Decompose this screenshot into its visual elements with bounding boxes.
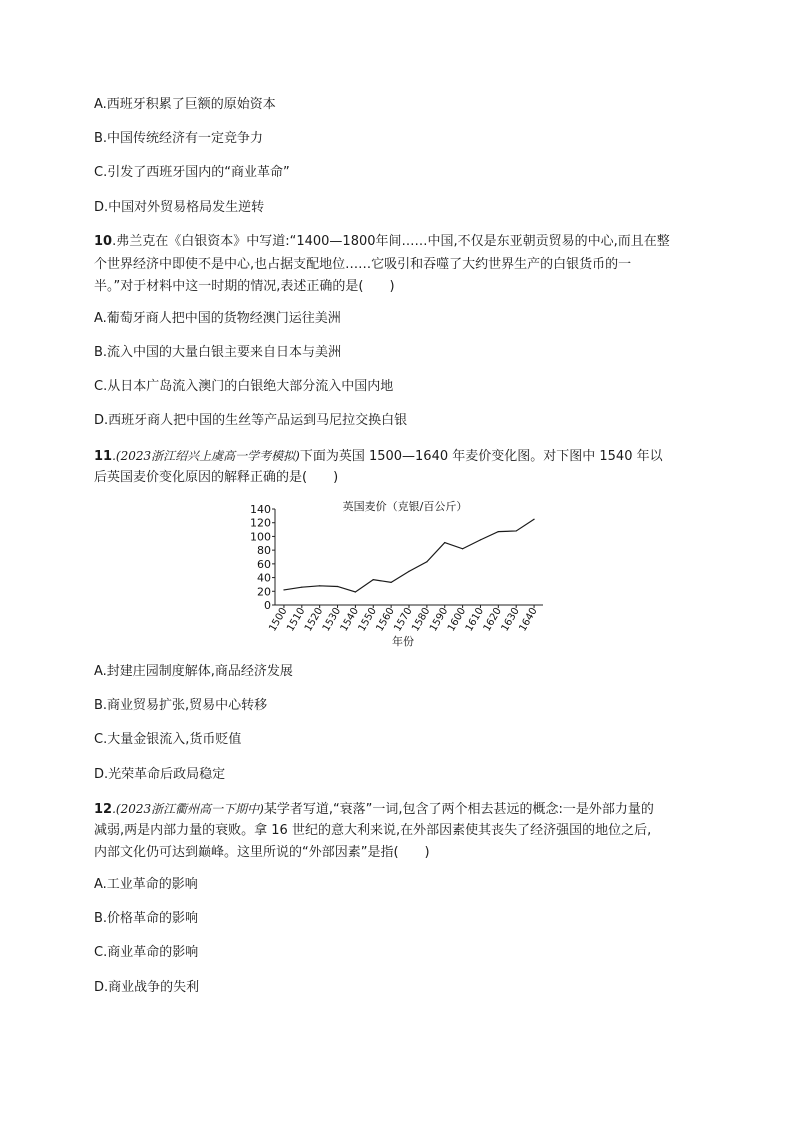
data-point xyxy=(480,539,481,540)
q10-option-a: A.葡萄牙商人把中国的货物经澳门运往美洲 xyxy=(94,311,341,326)
x-tick-label: 1500 xyxy=(267,606,290,634)
y-tick-label: 20 xyxy=(257,585,271,599)
q12-stem-line-3: 内部文化仍可达到巅峰。这里所说的“外部因素”是指( ) xyxy=(94,845,430,860)
x-tick-label: 1550 xyxy=(356,606,379,634)
question-number: 12 xyxy=(94,802,113,817)
data-point xyxy=(319,585,320,586)
y-tick-label: 40 xyxy=(257,571,271,585)
x-tick-label: 1630 xyxy=(499,606,522,634)
x-tick-label: 1580 xyxy=(410,606,433,634)
data-point xyxy=(426,561,427,562)
y-axis xyxy=(250,503,275,612)
q10-stem-line-2: 个世界经济中即使不是中心,也占据支配地位……它吸引和吞噬了大约世界生产的白银货币的一 xyxy=(94,257,632,272)
q10-option-c: C.从日本广岛流入澳门的白银绝大部分流入中国内地 xyxy=(94,379,394,394)
y-tick-label: 0 xyxy=(264,599,271,612)
y-tick-label: 140 xyxy=(250,503,271,516)
x-tick-label: 1620 xyxy=(481,606,504,634)
data-point xyxy=(337,586,338,587)
data-point xyxy=(408,571,409,572)
q12-stem-text-1: 某学者写道,“衰落”一词,包含了两个相去甚远的概念:一是外部力量的 xyxy=(263,802,654,817)
x-tick-label: 1640 xyxy=(517,606,540,634)
q10-stem-line-3: 半。”对于材料中这一时期的情况,表述正确的是( ) xyxy=(94,279,395,294)
q12-option-d: D.商业战争的失利 xyxy=(94,980,200,995)
data-point xyxy=(283,589,284,590)
series-line xyxy=(284,519,534,592)
y-tick-label: 120 xyxy=(250,516,271,530)
q12-stem-line-1 xyxy=(94,800,654,819)
q11-option-a: A.封建庄园制度解体,商品经济发展 xyxy=(94,664,293,679)
q11-option-d: D.光荣革命后政局稳定 xyxy=(94,767,226,782)
x-axis xyxy=(267,605,543,634)
x-tick-label: 1530 xyxy=(320,606,344,634)
x-tick-label: 1610 xyxy=(463,606,487,634)
q10-stem-line-1 xyxy=(94,233,670,251)
question-number: 11 xyxy=(94,449,113,464)
q12-option-b: B.价格革命的影响 xyxy=(94,911,199,926)
data-point xyxy=(533,519,534,520)
q12-option-c: C.商业革命的影响 xyxy=(94,945,199,960)
q11-stem-text-1: 下面为英国 1500—1640 年麦价变化图。对下图中 1540 年以 xyxy=(299,449,663,464)
chart-title: 英国麦价（克银/百公斤） xyxy=(342,500,468,513)
data-point xyxy=(301,587,302,588)
q11-option-c: C.大量金银流入,货币贬值 xyxy=(94,732,242,747)
wheat-price-chart xyxy=(250,494,550,654)
q11-stem-line-1 xyxy=(94,447,663,466)
y-tick-label: 100 xyxy=(250,530,271,544)
q11-option-b: B.商业贸易扩张,贸易中心转移 xyxy=(94,698,268,713)
question-number: 10 xyxy=(94,234,113,249)
data-point xyxy=(391,582,392,583)
series-group xyxy=(283,519,534,593)
x-tick-label: 1560 xyxy=(374,606,397,634)
x-tick-label: 1570 xyxy=(392,606,415,634)
data-point xyxy=(516,530,517,531)
question-source: .(2023浙江绍兴上虞高一学考模拟) xyxy=(112,449,300,463)
q12-stem-line-2: 减弱,两是内部力量的衰败。拿 16 世纪的意大利来说,在外部因素使其丧失了经济强国的地位之后, xyxy=(94,823,652,838)
x-tick-label: 1600 xyxy=(445,606,469,634)
q11-stem-line-2: 后英国麦价变化原因的解释正确的是( ) xyxy=(94,470,339,485)
x-tick-label: 1590 xyxy=(428,606,451,634)
data-point xyxy=(498,531,499,532)
q10-option-d: D.西班牙商人把中国的生丝等产品运到马尼拉交换白银 xyxy=(94,413,408,428)
data-point xyxy=(355,591,356,592)
q9-option-a: A.西班牙积累了巨额的原始资本 xyxy=(94,97,276,112)
q9-option-c: C.引发了西班牙国内的“商业革命” xyxy=(94,165,290,180)
data-point xyxy=(462,548,463,549)
q9-option-b: B.中国传统经济有一定竞争力 xyxy=(94,131,264,146)
x-tick-label: 1510 xyxy=(285,606,308,634)
data-point xyxy=(373,579,374,580)
x-tick-label: 1540 xyxy=(338,606,361,634)
q10-stem-text-1: .弗兰克在《白银资本》中写道:“1400—1800年间……中国,不仅是东亚朝贡贸易的中心,而且在整 xyxy=(112,234,670,249)
x-tick-label: 1520 xyxy=(303,606,326,634)
y-tick-label: 60 xyxy=(257,557,271,571)
x-axis-label: 年份 xyxy=(392,635,414,648)
q9-option-d: D.中国对外贸易格局发生逆转 xyxy=(94,200,265,215)
q10-option-b: B.流入中国的大量白银主要来自日本与美洲 xyxy=(94,345,342,360)
question-source: .(2023浙江衢州高一下期中) xyxy=(112,802,264,816)
q12-option-a: A.工业革命的影响 xyxy=(94,877,198,892)
y-tick-label: 80 xyxy=(257,544,271,558)
data-point xyxy=(444,542,445,543)
